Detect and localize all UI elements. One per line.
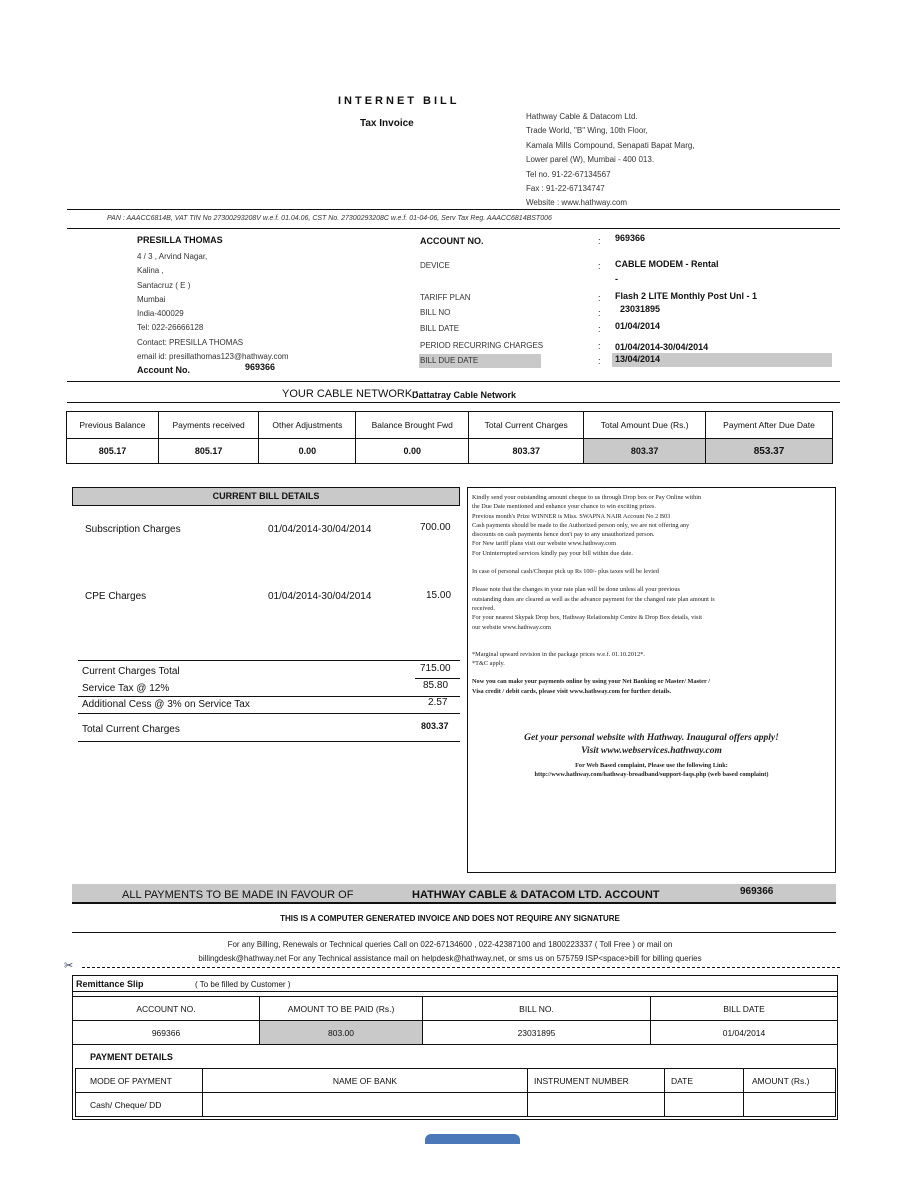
payment-details-table bbox=[75, 1068, 836, 1117]
info-label: BILL DUE DATE bbox=[420, 356, 479, 365]
payment-mode-value: Cash/ Cheque/ DD bbox=[76, 1093, 203, 1117]
remittance-header: ACCOUNT NO. bbox=[73, 997, 260, 1021]
summary-header: Balance Brought Fwd bbox=[356, 412, 469, 439]
info-value: 23031895 bbox=[620, 304, 661, 314]
scissors-icon: ✂ bbox=[64, 960, 74, 972]
remittance-table bbox=[72, 996, 838, 1045]
payment-header: MODE OF PAYMENT bbox=[76, 1069, 203, 1093]
favour-label: ALL PAYMENTS TO BE MADE IN FAVOUR OF bbox=[122, 889, 354, 901]
charge-amount: 15.00 bbox=[426, 590, 452, 601]
page-tab-decoration bbox=[425, 1134, 520, 1144]
customer-name: PRESILLA THOMAS bbox=[137, 235, 223, 245]
remittance-value: 01/04/2014 bbox=[651, 1021, 838, 1045]
remittance-value: 23031895 bbox=[423, 1021, 651, 1045]
payment-details-title: PAYMENT DETAILS bbox=[90, 1052, 173, 1062]
company-address: Hathway Cable & Datacom Ltd. Trade World, "B" Wing, 10th Floor, Kamala Mills Compound, Senapati Bapat Marg, Lower parel (W), Mumbai - 400 013. Tel no. 91-22-67134567 Fax : 91-22-67134747 Website : www.hathway.com bbox=[526, 112, 695, 208]
info-label: TARIFF PLAN bbox=[420, 293, 471, 302]
date-cell bbox=[665, 1093, 744, 1117]
summary-value: 853.37 bbox=[706, 439, 833, 464]
customer-address: 4 / 3 , Arvind Nagar, Kalina , Santacruz ( E ) Mumbai India-400029 Tel: 022-26666128 Contact: PRESILLA THOMAS email id: presillathomas123@hathway.com bbox=[137, 252, 289, 362]
info-value: 01/04/2014 bbox=[615, 321, 661, 331]
total-name: Total Current Charges bbox=[82, 724, 180, 735]
info-colon: : bbox=[598, 261, 601, 271]
account-label: Account No. bbox=[137, 365, 190, 375]
info-colon: : bbox=[598, 308, 601, 318]
charge-name: Subscription Charges bbox=[85, 524, 181, 535]
info-colon: : bbox=[598, 324, 601, 334]
summary-header: Previous Balance bbox=[67, 412, 159, 439]
summary-table bbox=[66, 411, 833, 464]
remittance-header: BILL DATE bbox=[651, 997, 838, 1021]
info-colon: : bbox=[598, 236, 601, 246]
remittance-title: Remittance Slip bbox=[76, 979, 144, 989]
summary-value: 805.17 bbox=[158, 439, 258, 464]
info-value: 969366 bbox=[615, 233, 646, 243]
bill-details-title: CURRENT BILL DETAILS bbox=[212, 491, 320, 501]
charge-amount: 700.00 bbox=[420, 522, 451, 533]
summary-value: 805.17 bbox=[67, 439, 159, 464]
charge-period: 01/04/2014-30/04/2014 bbox=[268, 591, 372, 602]
payment-header: AMOUNT (Rs.) bbox=[744, 1069, 836, 1093]
summary-header: Payments received bbox=[158, 412, 258, 439]
total-name: Additional Cess @ 3% on Service Tax bbox=[82, 699, 250, 710]
contact-line: For any Billing, Renewals or Technical queries Call on 022-67134600 , 022-42387100 and 1800223337 ( Toll Free ) or mail on bbox=[227, 940, 673, 949]
charge-name: CPE Charges bbox=[85, 591, 147, 602]
summary-value: 0.00 bbox=[259, 439, 356, 464]
summary-header: Other Adjustments bbox=[259, 412, 356, 439]
network-label: YOUR CABLE NETWORK : bbox=[282, 388, 419, 400]
bill-title: INTERNET BILL bbox=[338, 95, 460, 107]
info-label: BILL NO bbox=[420, 308, 451, 317]
info-value: - bbox=[615, 274, 618, 284]
notes-panel: Kindly send your outstanding amount cheque to us through Drop box or Pay Online within the Due Date mentioned and enhance your chance to win exciting prizes. Previous month's Prize WINNER is Miss. SWAPNA NAIR Account No 2 B03 Cash payments should be made to the Authorized person only, we are not offering any discounts on cash payments hence don't pay to any unauthorized person. For New tariff plans visit our website www.hathway.com For Uninterrupted services kindly pay your bill within due date. In case of personal cash/Cheque pick up Rs 100/- plus taxes will be levied Please note that the changes in your rate plan will be done unless all your previous outstanding dues are cleared as well as the advance payment for the changed rate plan amount is received. For your nearest Skypak Drop box, Hathway Relationship Centre & Drop Box details, visit our website www.hathway.com *Marginal upward revision in the package prices w.e.f. 01.10.2012*. *T&C apply. Now you can make your payments online by using your Net Banking or Master/ Master / Visa credit / debit cards, please visit www.hathway.com for further details. Get your personal website with Hathway. Inaugural offers apply! Visit www.webservices.hathway.com For Web Based complaint, Please use the following Link: http://www.hathway.com/hathway-broadband/support-faqs.php (web based complaint) bbox=[467, 487, 836, 873]
info-value: 01/04/2014-30/04/2014 bbox=[615, 342, 709, 352]
favour-account: 969366 bbox=[740, 886, 774, 897]
amount-cell bbox=[744, 1093, 836, 1117]
total-amount: 85.80 bbox=[423, 680, 449, 691]
promo-link: Visit www.webservices.hathway.com bbox=[581, 746, 722, 757]
total-name: Current Charges Total bbox=[82, 666, 180, 677]
remittance-header: AMOUNT TO BE PAID (Rs.) bbox=[260, 997, 423, 1021]
total-amount: 715.00 bbox=[420, 663, 451, 674]
info-colon: : bbox=[598, 356, 601, 366]
computer-generated-note: THIS IS A COMPUTER GENERATED INVOICE AND DOES NOT REQUIRE ANY SIGNATURE bbox=[280, 914, 620, 923]
summary-value: 0.00 bbox=[356, 439, 469, 464]
bank-name-cell bbox=[203, 1093, 528, 1117]
info-value: Flash 2 LITE Monthly Post Unl - 1 bbox=[615, 291, 758, 301]
summary-header: Payment After Due Date bbox=[706, 412, 833, 439]
bill-subtitle: Tax Invoice bbox=[360, 118, 414, 129]
summary-value: 803.37 bbox=[584, 439, 706, 464]
network-name: Dattatray Cable Network bbox=[412, 390, 517, 400]
total-amount: 803.37 bbox=[421, 721, 449, 731]
payment-header: DATE bbox=[665, 1069, 744, 1093]
remittance-value: 969366 bbox=[73, 1021, 260, 1045]
info-label: ACCOUNT NO. bbox=[420, 236, 484, 246]
payment-header: NAME OF BANK bbox=[203, 1069, 528, 1093]
info-label: BILL DATE bbox=[420, 324, 460, 333]
summary-value: 803.37 bbox=[469, 439, 584, 464]
info-label: PERIOD RECURRING CHARGES bbox=[420, 341, 544, 350]
remittance-subtitle: ( To be filled by Customer ) bbox=[195, 980, 291, 989]
remittance-value: 803.00 bbox=[260, 1021, 423, 1045]
info-value: 13/04/2014 bbox=[615, 354, 661, 364]
favour-name: HATHWAY CABLE & DATACOM LTD. ACCOUNT bbox=[412, 889, 660, 901]
promo-text: Get your personal website with Hathway. Inaugural offers apply! bbox=[524, 733, 779, 744]
total-amount: 2.57 bbox=[428, 697, 448, 708]
summary-header: Total Current Charges bbox=[469, 412, 584, 439]
tax-registration-line: PAN : AAACC6814B, VAT TIN No 27300293208V w.e.f. 01.04.06, CST No. 27300293208C w.e.f. 01-04-06, Serv Tax Reg. AAACC6814BST006 bbox=[107, 215, 552, 222]
info-colon: : bbox=[598, 293, 601, 303]
summary-header: Total Amount Due (Rs.) bbox=[584, 412, 706, 439]
account-number: 969366 bbox=[245, 362, 276, 372]
info-colon: : bbox=[598, 341, 601, 351]
payment-header: INSTRUMENT NUMBER bbox=[528, 1069, 665, 1093]
info-value: CABLE MODEM - Rental bbox=[615, 259, 719, 269]
complaint-link: http://www.hathway.com/hathway-broadband/support-faqs.php (web based complaint) bbox=[534, 771, 769, 779]
charge-period: 01/04/2014-30/04/2014 bbox=[268, 524, 372, 535]
instrument-number-cell bbox=[528, 1093, 665, 1117]
contact-line: billingdesk@hathway.net For any Technical assistance mail on helpdesk@hathway.net, or sms us on 575759 ISP<space>bill for billing queries bbox=[198, 954, 702, 963]
total-name: Service Tax @ 12% bbox=[82, 683, 170, 694]
info-label: DEVICE bbox=[420, 261, 450, 270]
remittance-header: BILL NO. bbox=[423, 997, 651, 1021]
